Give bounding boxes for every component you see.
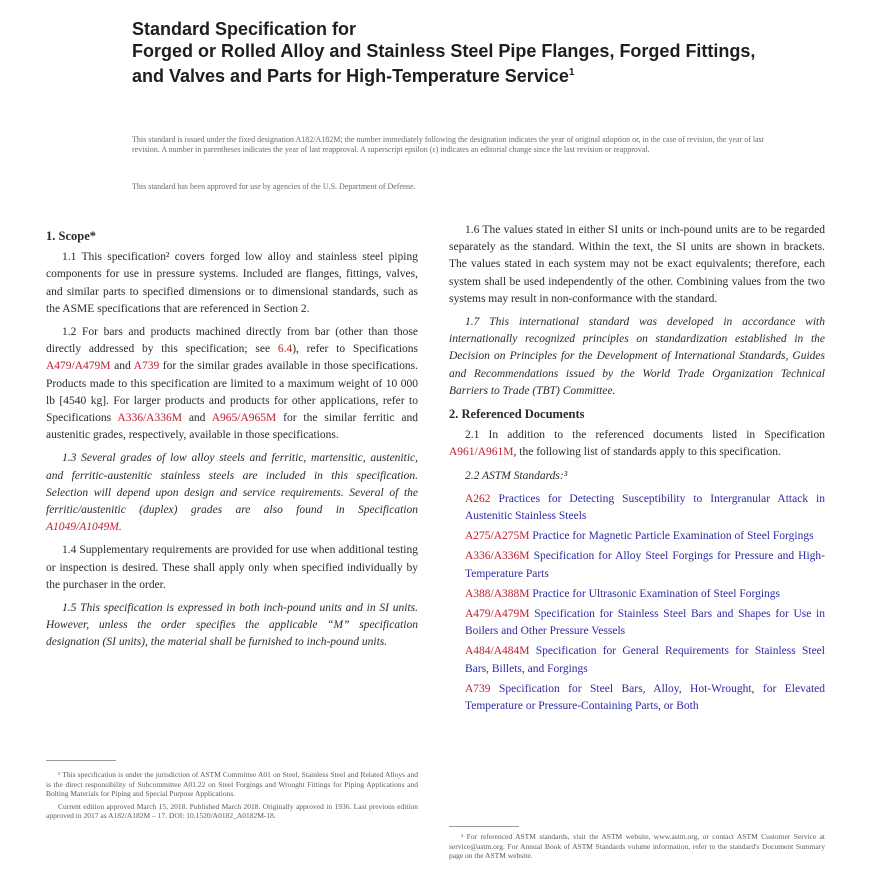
reference-title[interactable]: Practices for Detecting Susceptibility to Intergranular Attack in Austenitic Stainless Steels <box>465 492 825 523</box>
designation-notice: This standard is issued under the fixed designation A182/A182M; the number immediately following the designation indicates the year of original adoption or, in the case of revision, the year of last revision. A number in parentheses indicates the year of last reapproval. A superscript epsilon (ε) indicates an editorial change since the last revision or reapproval. <box>132 135 764 154</box>
p1-2-text-a: 1.2 For bars and products machined directly from bar (other than those directly addressed by this specification; see <box>46 326 418 356</box>
title-line-1: Standard Specification for <box>132 19 357 39</box>
paragraph-1-7: 1.7 This international standard was developed in accordance with internationally recognized principles on standardization established in the Decision on Principles for the Development of International Standards, Guides and Recommendations issued by the World Trade Organization Technical Barriers to Trade (TBT) Committee. <box>449 316 825 397</box>
footnote-1: ¹ This specification is under the jurisdiction of ASTM Committee A01 on Steel, Stainless Steel and Related Alloys and is the direct responsibility of Subcommittee A01.22 on Steel Forgings and Wrought Fittings for Piping Applications and Bolting Materials for Piping and Special Purpose Applications. <box>46 770 418 798</box>
ref-link-a961[interactable]: A961/A961M <box>449 446 514 459</box>
reference-code[interactable]: A388/A388M <box>465 587 530 600</box>
reference-item[interactable] <box>449 681 825 715</box>
reference-code[interactable]: A262 <box>465 492 491 505</box>
reference-item[interactable] <box>449 606 825 640</box>
reference-title[interactable]: Practice for Ultrasonic Examination of Steel Forgings <box>529 587 781 600</box>
reference-title[interactable]: Specification for Steel Bars, Alloy, Hot-Wrought, for Elevated Temperature or Pressure-Containing Parts, or Both <box>465 682 825 713</box>
left-column <box>46 228 418 658</box>
ref-link-a739[interactable]: A739 <box>133 360 160 373</box>
reference-title[interactable]: Specification for General Requirements for Stainless Steel Bars, Billets, and Forgings <box>465 645 825 675</box>
reference-item[interactable] <box>449 548 825 582</box>
section-2-heading: 2. Referenced Documents <box>449 407 585 422</box>
footnote-divider-left <box>46 760 116 761</box>
reference-item[interactable] <box>449 586 825 603</box>
astm-standards-list <box>449 491 825 715</box>
reference-item[interactable] <box>449 528 825 545</box>
reference-title[interactable]: Specification for Alloy Steel Forgings for Pressure and High-Temperature Parts <box>465 550 825 580</box>
ref-link-6-4[interactable]: 6.4 <box>277 343 293 356</box>
footnotes-right <box>449 832 825 864</box>
reference-item[interactable] <box>449 491 825 525</box>
section-1-heading: 1. Scope* <box>46 229 96 243</box>
ref-link-a479[interactable]: A479/A479M <box>46 360 111 373</box>
title-footnote-marker: 1 <box>568 67 575 78</box>
ref-link-a965[interactable]: A965/A965M <box>211 412 277 425</box>
reference-code[interactable]: A479/A479M <box>465 608 530 621</box>
title-text: Forged or Rolled Alloy and Stainless Steel Pipe Flanges, Forged Fittings, and Valves and Parts for High-Temperature Service <box>132 41 756 86</box>
reference-code[interactable]: A275/A275M <box>465 530 530 543</box>
p2-1-text-a: 2.1 In addition to the referenced documents listed in Specification <box>465 429 825 442</box>
p1-3-text-b: . <box>118 521 122 534</box>
paragraph-1-6: 1.6 The values stated in either SI units or inch-pound units are to be regarded separately as the standard. Within the text, the SI units are shown in brackets. The values stated in each system may not be exact equivalents; therefore, each system shall be used independently of the other. Combining values from the two systems may result in non-conformance with the standard. <box>449 224 825 305</box>
footnote-3: ³ For referenced ASTM standards, visit the ASTM website, www.astm.org, or contact ASTM Customer Service at service@astm.org. For Annual Book of ASTM Standards volume information, refer to the standard's Document Summary page on the ASTM website. <box>449 832 825 860</box>
p2-1-text-b: , the following list of standards apply to this specification. <box>513 446 781 459</box>
reference-code[interactable]: A739 <box>465 682 491 695</box>
paragraph-1-4: 1.4 Supplementary requirements are provided for use when additional testing or inspection is desired. These shall apply only when specified individually by the purchaser in the order. <box>46 544 418 591</box>
p1-3-text-a: 1.3 Several grades of low alloy steels and ferritic, martensitic, austenitic, and ferritic-austenitic stainless steels are included in this specification. Selection will depend upon design and service requirements. Several of the ferritic/austenitic (duplex) grades are also found in Specification <box>46 452 418 517</box>
paragraph-2-1 <box>449 427 825 461</box>
ref-link-a1049[interactable]: A1049/A1049M <box>46 521 119 534</box>
p1-2-text-c: and <box>110 360 134 373</box>
reference-title[interactable]: Specification for Stainless Steel Bars and Shapes for Use in Boilers and Other Pressure Vessels <box>465 608 825 638</box>
p1-2-text-b: ), refer to Specifications <box>292 343 419 356</box>
footnotes-left <box>46 770 418 824</box>
reference-item[interactable] <box>449 643 825 677</box>
p1-2-text-e: and <box>181 412 212 425</box>
reference-code[interactable]: A484/A484M <box>465 645 530 658</box>
paragraph-2-2: 2.2 ASTM Standards:³ <box>465 469 568 482</box>
paragraph-1-5: 1.5 This specification is expressed in both inch-pound units and in SI units. However, unless the order specifies the applicable “M” specification designation (SI units), the material shall be furnished to inch-pound units. <box>46 602 418 649</box>
paragraph-1-1: 1.1 This specification² covers forged low alloy and stainless steel piping components for use in pressure systems. Included are flanges, fittings, valves, and similar parts to specified dimensions or to dimensional standards, such as the ASME specifications that are referenced in Section 2. <box>46 251 418 315</box>
paragraph-1-3 <box>46 450 418 536</box>
footnote-divider-right <box>449 826 519 827</box>
ref-link-a336[interactable]: A336/A336M <box>117 412 182 425</box>
reference-title[interactable]: Practice for Magnetic Particle Examination of Steel Forgings <box>529 530 814 543</box>
reference-code[interactable]: A336/A336M <box>465 550 530 563</box>
title-line-2 <box>132 40 772 87</box>
paragraph-1-2 <box>46 324 418 444</box>
document-title <box>132 18 772 87</box>
p1-2-text-d: for the similar grades available in those specifications. Products made to this specification are limited to a maximum weight of 10 000 lb [4540 kg]. For larger products and products for other applications, refer to Specifications <box>46 360 418 425</box>
approval-notice: This standard has been approved for use by agencies of the U.S. Department of Defense. <box>132 182 416 191</box>
footnote-edition: Current edition approved March 15, 2018. Published March 2018. Originally approved in 1936. Last previous edition approved in 2017 as A182/A182M – 17. DOI: 10.1520/A0182_A0182M-18. <box>46 801 418 820</box>
p1-2-text-f: for the similar ferritic and austenitic grades, respectively, available in those specifications. <box>46 412 418 442</box>
right-column <box>449 222 825 718</box>
